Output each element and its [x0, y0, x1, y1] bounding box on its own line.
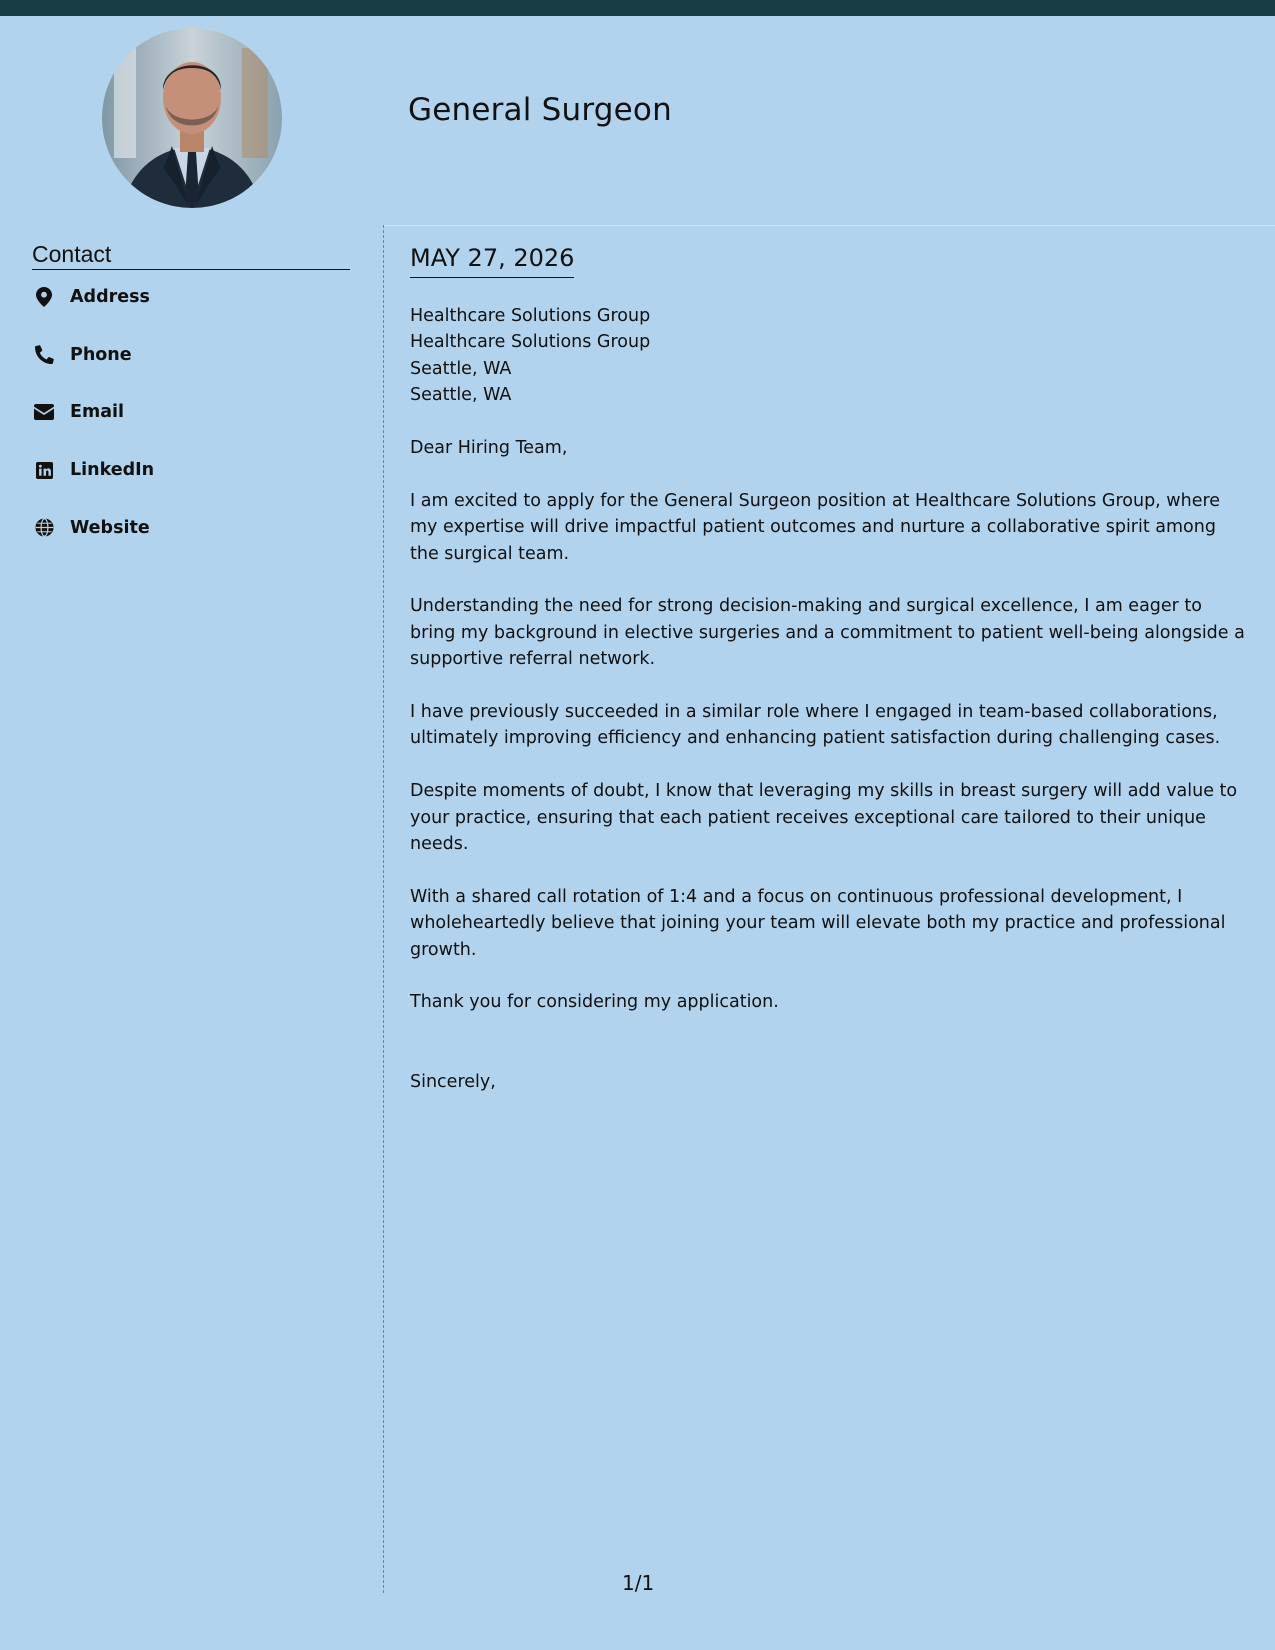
recipient-line: Healthcare Solutions Group [410, 332, 651, 353]
phone-icon [32, 343, 56, 367]
header-divider [384, 225, 1275, 226]
linkedin-icon [32, 458, 56, 482]
contact-item-linkedin [32, 457, 350, 483]
letter-paragraph: Understanding the need for strong decision-making and surgical excellence, I am eager to bring my background in elective surgeries and a commitment to patient well-being alongside a supportive referral network. [410, 596, 1245, 670]
letter-date: MAY 27, 2026 [410, 243, 574, 278]
job-title: General Surgeon [408, 92, 672, 128]
map-pin-icon [32, 285, 56, 309]
signoff: Sincerely, [410, 1071, 496, 1092]
globe-icon [32, 516, 56, 540]
recipient-address [410, 303, 1245, 409]
letter-body [410, 303, 1245, 1095]
contact-heading: Contact [32, 240, 350, 270]
recipient-line: Seattle, WA [410, 385, 512, 406]
recipient-line: Seattle, WA [410, 358, 512, 379]
letter-paragraph: I have previously succeeded in a similar role where I engaged in team-based collaborations, ultimately improving efficiency and enhancing patient satisfaction during challenging cases. [410, 701, 1221, 749]
recipient-line: Healthcare Solutions Group [410, 306, 651, 326]
salutation: Dear Hiring Team, [410, 437, 568, 458]
contact-label-email: Email [70, 402, 124, 423]
top-bar [0, 0, 1275, 16]
contact-list [32, 284, 350, 572]
portrait-image [102, 28, 282, 208]
column-divider [383, 225, 384, 1593]
contact-item-website [32, 515, 350, 541]
profile-photo [102, 28, 282, 208]
letter-paragraph: Thank you for considering my application. [410, 992, 779, 1013]
page-number: 1/1 [622, 1571, 655, 1595]
letter-paragraph: With a shared call rotation of 1:4 and a focus on continuous professional development, I wholeheartedly believe that joining your team will elevate both my practice and professional growth. [410, 886, 1226, 960]
envelope-icon [32, 400, 56, 424]
contact-item-email [32, 399, 350, 425]
contact-label-phone: Phone [70, 344, 132, 365]
letter-paragraph: Despite moments of doubt, I know that leveraging my skills in breast surgery will add value to your practice, ensuring that each patient receives exceptional care tailored to their unique needs. [410, 781, 1238, 854]
letter-paragraph: I am excited to apply for the General Surgeon position at Healthcare Solutions Group, where my expertise will drive impactful patient outcomes and nurture a collaborative spirit among the surgical team. [410, 490, 1221, 564]
contact-label-website: Website [70, 517, 150, 538]
contact-item-phone [32, 342, 350, 368]
contact-label-address: Address [70, 287, 150, 307]
contact-label-linkedin: LinkedIn [70, 460, 155, 481]
contact-item-address [32, 284, 350, 310]
